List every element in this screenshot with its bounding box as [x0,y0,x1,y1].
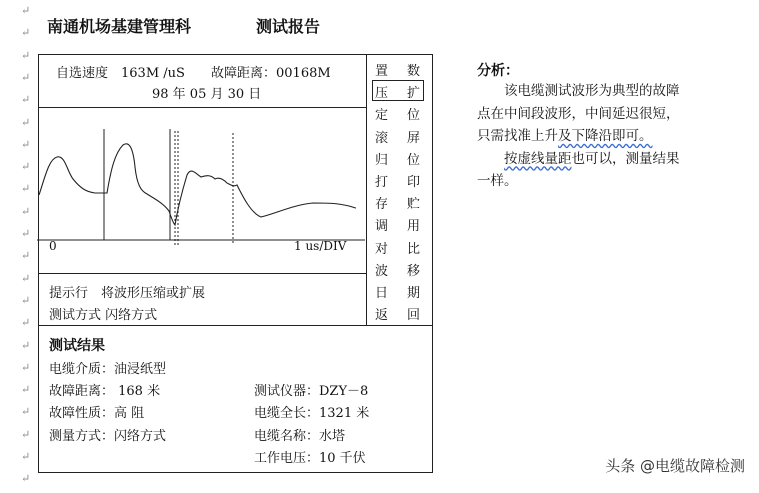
menu-item-5[interactable] [375,149,423,169]
menu-item-char: 归 [375,152,389,168]
menu-item-char: 置 [375,64,389,79]
result-name: 电缆名称：水塔 [254,429,346,444]
menu-item-2[interactable] [375,82,423,102]
paragraph-mark: ↵ [21,115,31,129]
analysis-text [477,80,692,193]
result-distance: 故障距离： 168 米 [49,384,161,399]
paragraph-mark: ↵ [21,48,31,62]
result-method: 测量方式：闪络方式 [49,429,167,444]
paragraph-mark: ↵ [21,70,31,84]
paragraph-mark: ↵ [21,26,31,40]
menu-item-char: 移 [407,263,421,279]
date-readout: 98 年 05 月 30 日 [152,87,262,102]
paragraph-mark: ↵ [21,427,31,441]
waveform-display [37,107,367,247]
menu-item-char: 贮 [407,197,421,213]
menu-item-4[interactable] [375,127,423,147]
axis-scale-label: 1 us/DIV [294,239,347,253]
report-title: 测试报告 [256,17,321,36]
menu-item-8[interactable] [375,215,423,235]
analysis-p1: 该电缆测试波形为典型的故障点在中间段波形，中间延迟很短，只需找准上升 [477,83,680,144]
menu-item-10[interactable] [375,260,423,280]
result-nature: 故障性质：高 阻 [49,406,145,421]
paragraph-mark: ↵ [21,360,31,374]
result-medium: 电缆介质：油浸纸型 [49,362,167,377]
menu-item-3[interactable] [375,104,423,124]
paragraph-mark: ↵ [21,338,31,352]
test-mode-line: 测试方式 闪络方式 [49,308,158,323]
menu-item-char: 调 [375,219,389,235]
analysis-heading: 分析： [477,63,519,79]
menu-item-12[interactable] [375,304,423,324]
menu-item-char: 位 [407,152,421,168]
menu-item-char: 扩 [407,86,421,102]
paragraph-mark: ↵ [21,160,31,174]
menu-item-char: 返 [375,308,389,324]
menu-item-char: 波 [375,263,389,279]
paragraph-mark: ↵ [21,383,31,397]
menu-item-char: 定 [375,108,389,124]
report-org: 南通机场基建管理科 [47,17,192,36]
paragraph-mark: ↵ [21,450,31,463]
menu-item-char: 对 [375,241,389,257]
paragraph-mark: ↵ [21,93,31,107]
analysis-p2-underlined: 按虚线量距 [504,150,572,167]
paragraph-mark: ↵ [21,316,31,330]
waveform-trace [39,144,356,225]
menu-item-char: 滚 [375,130,389,146]
menu-item-char: 压 [375,86,389,102]
result-length: 电缆全长：1321 米 [254,406,370,421]
menu-item-char: 日 [375,286,389,301]
menu-item-1[interactable] [375,60,423,80]
menu-item-char: 存 [375,197,389,213]
menu-item-11[interactable] [375,282,423,302]
result-instrument: 测试仪器：DZY－8 [254,384,369,399]
menu-item-char: 比 [407,241,421,257]
paragraph-mark: ↵ [21,472,31,486]
menu-item-6[interactable] [375,171,423,191]
speed-readout: 自选速度 163M /uS [56,66,185,81]
paragraph-mark: ↵ [21,293,31,307]
menu-item-char: 位 [407,108,421,124]
paragraph-mark: ↵ [21,182,31,196]
axis-origin-label: 0 [49,239,57,253]
paragraph-mark: ↵ [21,405,31,419]
results-heading: 测试结果 [49,338,105,354]
menu-item-char: 期 [407,286,421,301]
fault-distance-readout: 故障距离：00168M [211,66,331,81]
paragraph-mark: ↵ [21,249,31,263]
watermark: 头条 @电缆故障检测 [605,457,745,475]
paragraph-mark: ↵ [21,227,31,240]
menu-item-9[interactable] [375,238,423,258]
menu-item-char: 印 [407,175,421,190]
result-voltage: 工作电压：10 千伏 [254,451,366,466]
prompt-line: 提示行 将波形压缩或扩展 [49,286,206,301]
menu-item-char: 数 [407,64,421,79]
menu-item-char: 用 [407,219,421,235]
menu-selection-box [372,80,424,101]
paragraph-mark: ↵ [21,271,31,285]
paragraph-mark: ↵ [21,204,31,218]
analysis-p2: 也可以，测量结果一样。 [477,150,680,189]
paragraph-mark: ↵ [21,137,31,151]
menu-item-char: 屏 [407,130,421,146]
menu-item-7[interactable] [375,193,423,213]
menu-item-char: 回 [407,308,421,324]
analysis-p1-end: 及下降沿即可。 [558,128,653,144]
paragraph-mark: ↵ [21,4,31,17]
menu-item-char: 打 [375,175,389,190]
